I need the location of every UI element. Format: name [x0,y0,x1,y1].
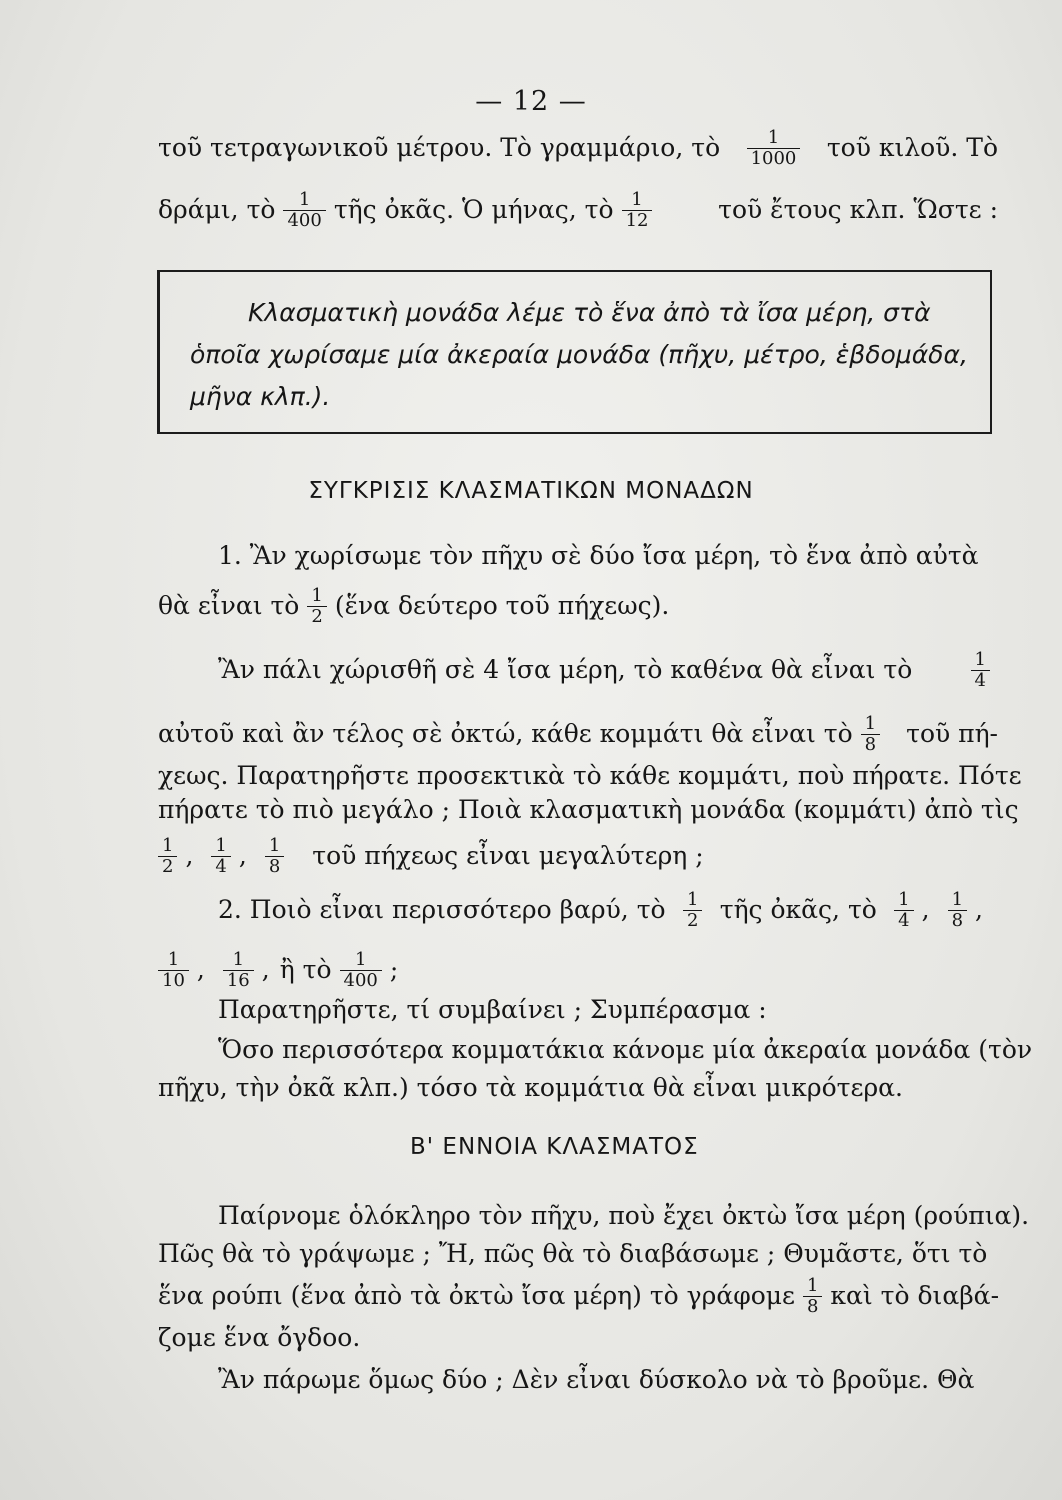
fraction-1-8 [265,836,284,877]
fraction-1-2 [158,836,177,877]
fraction-1-2 [683,890,702,931]
comma: , [921,895,930,924]
comma: , [238,841,247,870]
text-line-7: χεως. Παρατηρῆστε προσεκτικὰ τὸ κάθε κομμάτι, ποὺ πήρατε. Πότε [158,761,1022,790]
comma: , [185,841,194,870]
fraction-1-12 [622,190,653,231]
fraction-1-8 [948,890,967,931]
text-segment: αὐτοῦ καὶ ἂν τέλος σὲ ὀκτώ, κάθε κομμάτι θὰ εἶναι τὸ [158,719,853,748]
text-segment: καὶ τὸ διαβά- [830,1281,1000,1310]
text-line-13: Ὅσο περισσότερα κομματάκια κάνομε μία ἀκεραία μονάδα (τὸν [218,1035,1033,1064]
numerator: 1 [631,188,643,210]
page-number: — 12 — [475,86,587,117]
denominator: 8 [803,1296,822,1317]
denominator: 10 [158,970,189,991]
text-segment: τῆς ὀκᾶς. Ὁ μήνας, τὸ [333,195,614,224]
text-line-15: Παίρνομε ὁλόκληρο τὸν πῆχυ, ποὺ ἔχει ὀκτὼ ἴσα μέρη (ρούπια). [218,1201,1030,1230]
fraction-1-4 [211,836,230,877]
text-segment: Ἂν πάλι χώρισθῆ σὲ 4 ἴσα μέρη, τὸ καθένα θὰ εἶναι τὸ [218,655,913,684]
denominator: 400 [340,970,382,991]
text-segment: θὰ εἶναι τὸ [158,591,300,620]
text-segment: τοῦ τετραγωνικοῦ μέτρου. Τὸ γραμμάριο, τὸ [158,133,721,162]
denominator: 400 [283,210,325,231]
text-segment: ἕνα ρούπι (ἕνα ἀπὸ τὰ ὀκτὼ ἴσα μέρη) τὸ γράφομε [158,1281,795,1310]
numerator: 1 [232,948,245,970]
denominator: 2 [307,606,326,627]
numerator: 1 [806,1274,819,1296]
text-segment: τοῦ πή- [906,719,998,748]
definition-line-1: Κλασματικὴ μονάδα λέμε τὸ ἕνα ἀπὸ τὰ ἴσα μέρη, στὰ [248,298,931,327]
text-segment: τοῦ κιλοῦ. Τὸ [826,133,998,162]
fraction-1-4 [971,650,990,691]
denominator: 4 [894,910,913,931]
text-segment: τῆς ὀκᾶς, τὸ [719,895,877,924]
numerator: 1 [268,834,281,856]
text-line-2 [158,190,998,230]
denominator: 8 [265,856,284,877]
denominator: 16 [223,970,254,991]
numerator: 1 [767,126,780,148]
fraction-1-10 [158,950,189,991]
text-segment: (ἕνα δεύτερο τοῦ πήχεως). [334,591,670,620]
denominator: 12 [622,210,653,231]
numerator: 1 [686,888,699,910]
comma: , [196,955,205,984]
text-line-14: πῆχυ, τὴν ὀκᾶ κλπ.) τόσο τὰ κομμάτια θὰ εἶναι μικρότερα. [158,1073,903,1102]
text-line-11 [158,950,998,990]
text-segment: 2. Ποιὸ εἶναι περισσότερο βαρύ, τὸ [218,895,666,924]
numerator: 1 [311,584,323,606]
denominator: 8 [948,910,967,931]
numerator: 1 [167,948,180,970]
text-line-17 [158,1276,998,1316]
text-line-9 [158,836,998,876]
numerator: 1 [898,888,910,910]
text-segment: τοῦ πήχεως εἶναι μεγαλύτερη ; [312,841,704,870]
fraction-1-1000 [747,128,801,169]
text-segment: δράμι, τὸ [158,195,276,224]
text-segment: τοῦ ἔτους κλπ. Ὥστε : [718,195,998,224]
definition-line-3: μῆνα κλπ.). [190,382,331,411]
fraction-1-16 [223,950,254,991]
text-line-6 [158,714,998,754]
text-line-8: πήρατε τὸ πιὸ μεγάλο ; Ποιὰ κλασματικὴ μονάδα (κομμάτι) ἀπὸ τὶς [158,795,1019,824]
fraction-1-8 [861,714,880,755]
text-line-3: 1. Ἂν χωρίσωμε τὸν πῆχυ σὲ δύο ἴσα μέρη, τὸ ἕνα ἀπὸ αὐτὰ [218,541,979,570]
fraction-1-400 [340,950,382,991]
text-line-5 [218,650,998,690]
numerator: 1 [162,834,174,856]
fraction-1-4 [894,890,913,931]
section-heading-concept: Β' ΕΝΝΟΙΑ ΚΛΑΣΜΑΤΟΣ [410,1134,699,1160]
fraction-1-2 [307,586,326,627]
text-line-19: Ἂν πάρωμε ὅμως δύο ; Δὲν εἶναι δύσκολο νὰ τὸ βροῦμε. Θὰ [218,1365,975,1394]
numerator: 1 [864,712,877,734]
fraction-1-400 [283,190,325,231]
denominator: 1000 [747,148,801,169]
text-segment: ; [389,955,399,984]
text-line-10 [218,890,983,930]
text-line-18: ζομε ἕνα ὄγδοο. [158,1323,361,1352]
denominator: 2 [158,856,177,877]
section-heading-comparison: ΣΥΓΚΡΙΣΙΣ ΚΛΑΣΜΑΤΙΚΩΝ ΜΟΝΑΔΩΝ [308,478,754,504]
numerator: 1 [215,834,227,856]
numerator: 1 [974,648,986,670]
denominator: 4 [971,670,990,691]
text-line-12: Παρατηρῆστε, τί συμβαίνει ; Συμπέρασμα : [218,995,767,1024]
definition-line-2: ὁποῖα χωρίσαμε μία ἀκεραία μονάδα (πῆχυ, μέτρο, ἑβδομάδα, [190,340,968,369]
comma: , [975,895,983,924]
comma: , [261,955,270,984]
text-line-16: Πῶς θὰ τὸ γράψωμε ; Ἤ, πῶς θὰ τὸ διαβάσωμε ; Θυμᾶστε, ὅτι τὸ [158,1239,988,1268]
text-line-4 [158,586,998,626]
denominator: 8 [861,734,880,755]
text-segment: ἢ τὸ [279,955,332,984]
numerator: 1 [298,188,311,210]
numerator: 1 [354,948,367,970]
denominator: 4 [211,856,230,877]
text-line-1 [158,128,998,168]
denominator: 2 [683,910,702,931]
numerator: 1 [951,888,964,910]
fraction-1-8 [803,1276,822,1317]
